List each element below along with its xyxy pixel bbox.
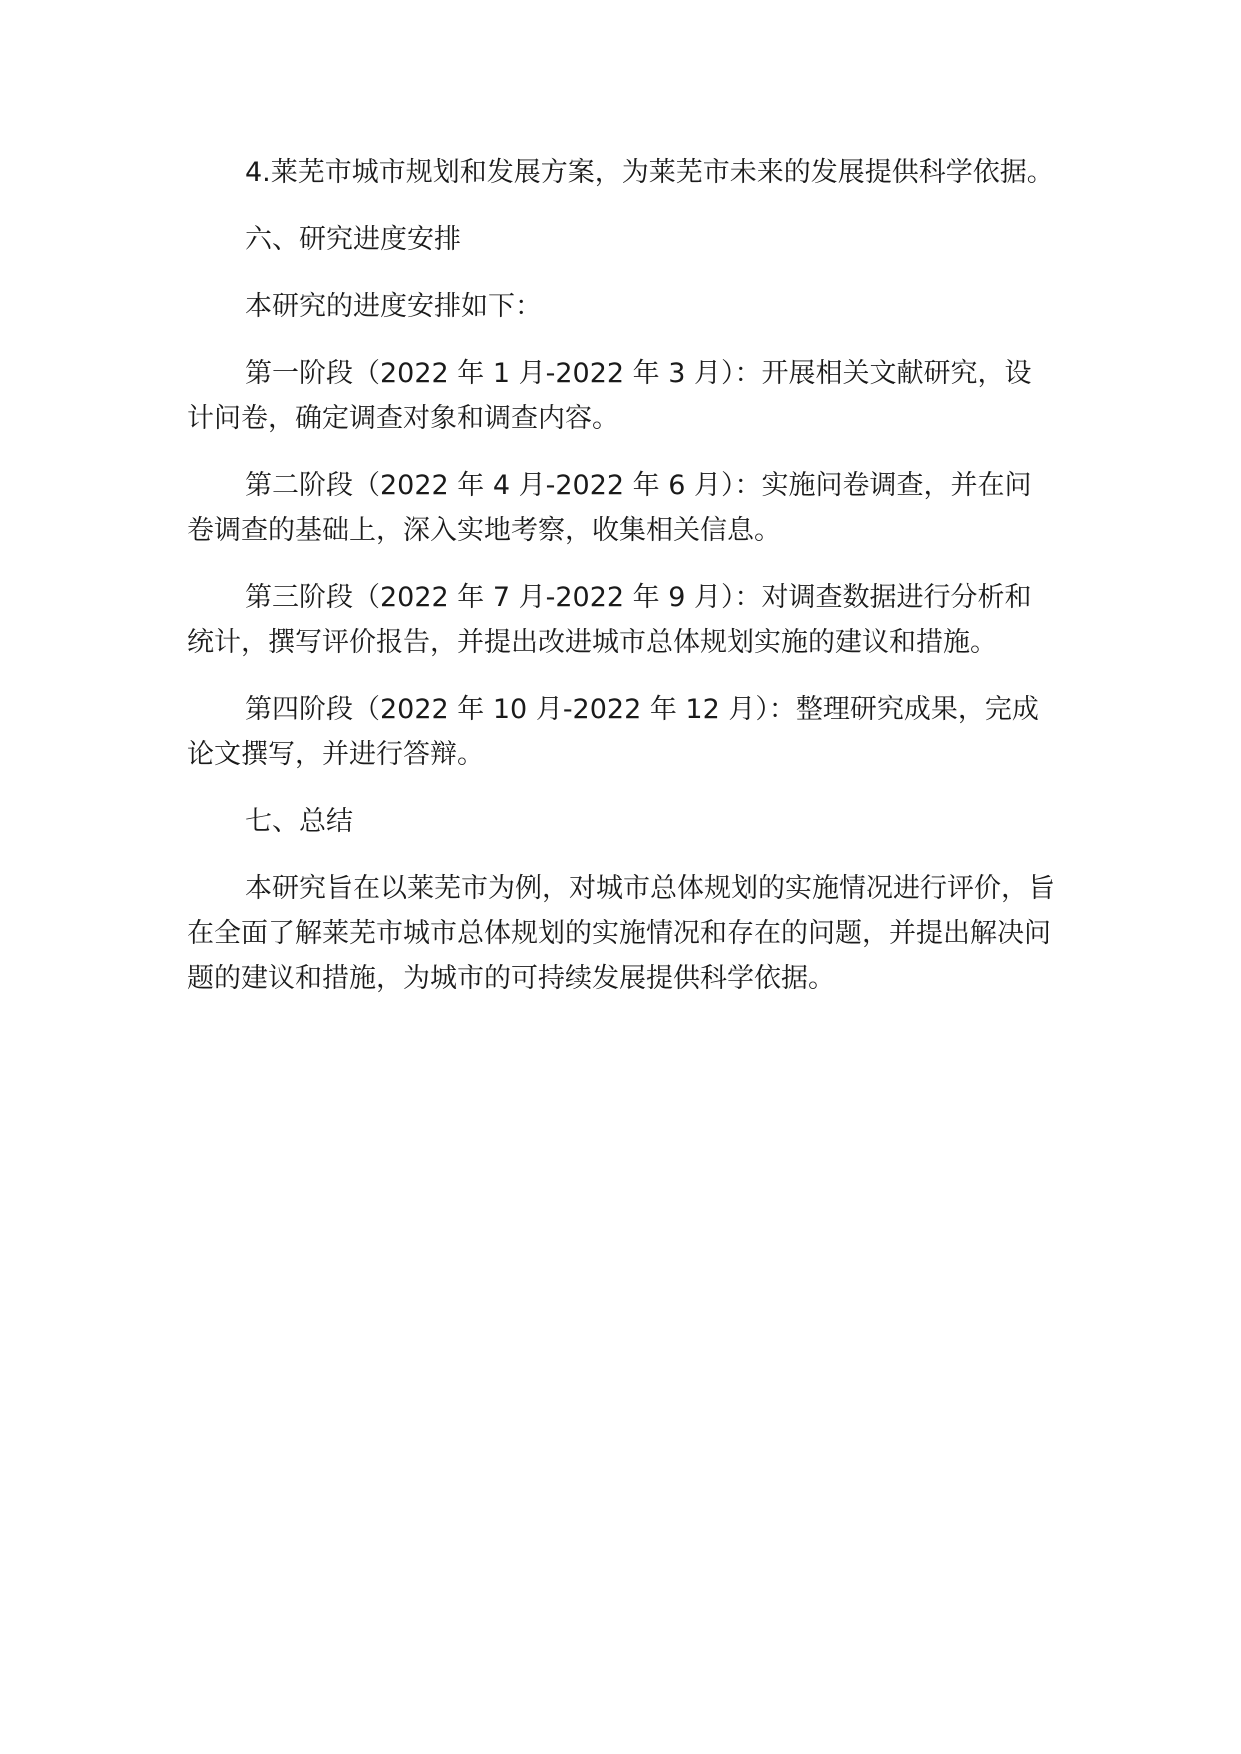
paragraph-phase-1: 第一阶段（2022 年 1 月-2022 年 3 月）：开展相关文献研究，设计问卷，确定调查对象和调查内容。 [187, 358, 1032, 434]
section-heading-summary: 七、总结 [245, 806, 353, 837]
section-heading-schedule: 六、研究进度安排 [245, 224, 461, 255]
paragraph-schedule-intro: 本研究的进度安排如下： [245, 291, 542, 322]
document-body [187, 150, 1057, 1023]
paragraph-phase-3: 第三阶段（2022 年 7 月-2022 年 9 月）：对调查数据进行分析和统计，撰写评价报告，并提出改进城市总体规划实施的建议和措施。 [187, 582, 1032, 658]
paragraph-item-4: 4.莱芜市城市规划和发展方案，为莱芜市未来的发展提供科学依据。 [245, 157, 1054, 188]
paragraph-phase-4: 第四阶段（2022 年 10 月-2022 年 12 月）：整理研究成果，完成论文撰写，并进行答辩。 [187, 694, 1039, 770]
paragraph-phase-2: 第二阶段（2022 年 4 月-2022 年 6 月）：实施问卷调查，并在问卷调查的基础上，深入实地考察，收集相关信息。 [187, 470, 1032, 546]
paragraph-summary: 本研究旨在以莱芜市为例，对城市总体规划的实施情况进行评价，旨在全面了解莱芜市城市总体规划的实施情况和存在的问题，并提出解决问题的建议和措施，为城市的可持续发展提供科学依据。 [187, 873, 1055, 994]
